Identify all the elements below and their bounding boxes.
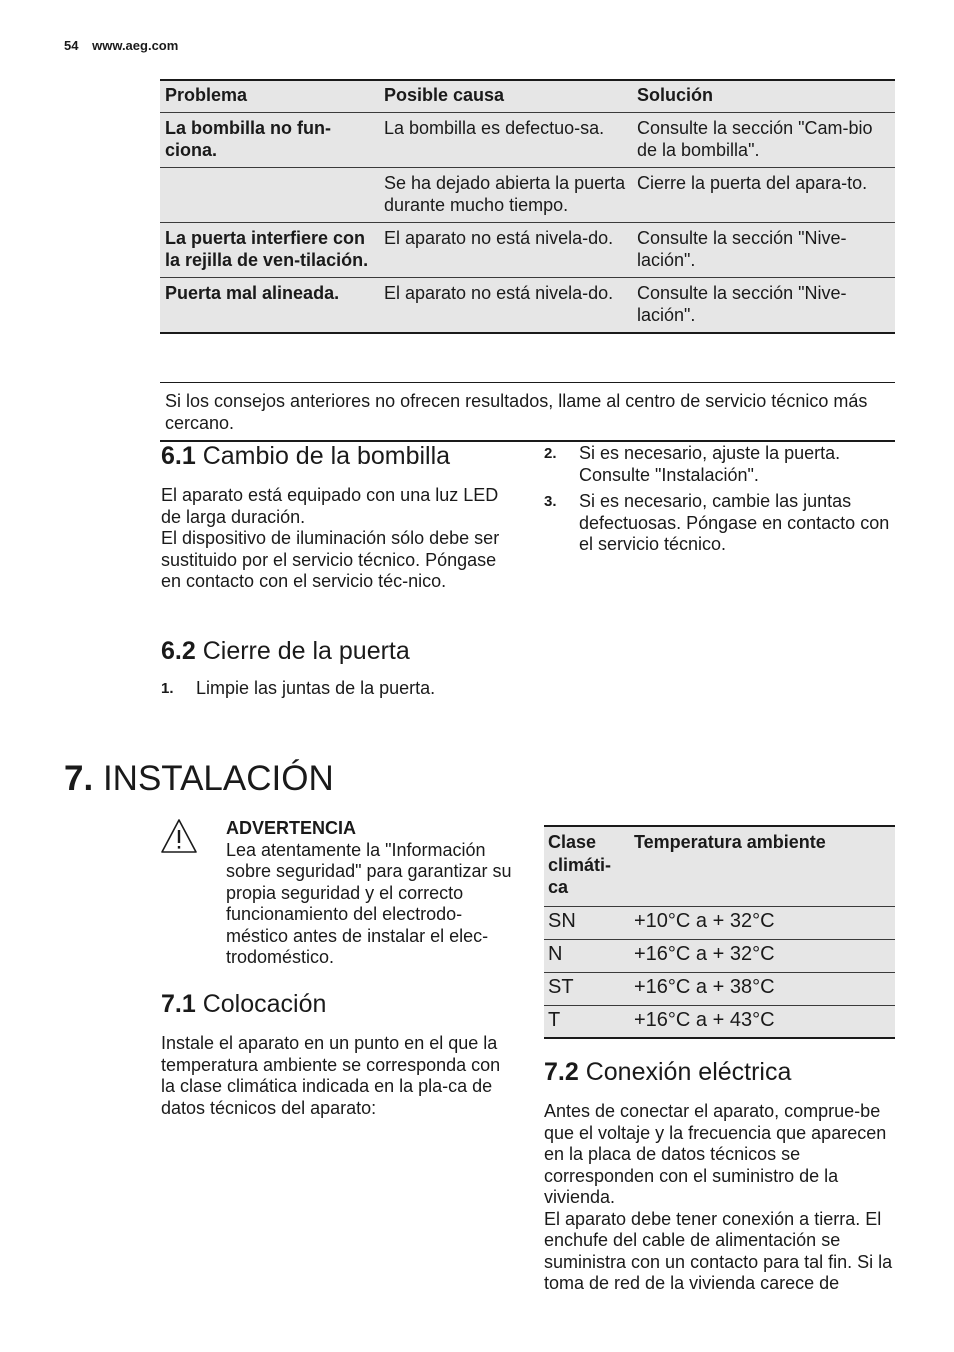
steps-list-continued: [544, 443, 894, 561]
section-6-2: [161, 636, 511, 705]
step-text: Limpie las juntas de la puerta.: [196, 678, 436, 698]
cause-cell: El aparato no está nivela-do.: [379, 278, 632, 334]
steps-list: [161, 678, 511, 700]
column-header: Clase climáti-ca: [544, 826, 630, 906]
cause-cell: El aparato no está nivela-do.: [379, 223, 632, 278]
problem-cell: La puerta interfiere con la rejilla de ven-tilación.: [160, 223, 379, 278]
paragraph: El dispositivo de iluminación sólo debe ser sustituido por el servicio técnico. Póngase en contacto con el servicio téc-nico.: [161, 528, 500, 591]
section-heading: [161, 441, 511, 471]
page-number: 54: [64, 38, 79, 53]
section-number: 6.1: [161, 442, 196, 470]
section-title: Cierre de la puerta: [202, 637, 410, 665]
solution-cell: Consulte la sección "Nive-lación".: [632, 223, 895, 278]
table-row: [544, 906, 895, 939]
step-number: 2.: [544, 445, 557, 462]
section-title: Colocación: [202, 990, 327, 1018]
paragraph: Instale el aparato en un punto en el que la temperatura ambiente se corresponda con la clase climática indicada en la pla-ca de datos técnicos del aparato:: [161, 1033, 501, 1118]
chapter-heading: [64, 757, 334, 801]
troubleshooting-table: [160, 79, 895, 334]
warning-box: [226, 818, 516, 969]
problem-cell: Puerta mal alineada.: [160, 278, 379, 334]
section-number: 6.2: [161, 637, 196, 665]
column-header: Temperatura ambiente: [630, 826, 895, 906]
section-number: 7.2: [544, 1058, 579, 1086]
solution-cell: Cierre la puerta del apara-to.: [632, 168, 895, 223]
table-header-row: [160, 80, 895, 113]
climate-class-table: [544, 825, 895, 1039]
column-header: Solución: [632, 80, 895, 113]
solution-cell: Consulte la sección "Cam-bio de la bombilla".: [632, 113, 895, 168]
table-row: [160, 223, 895, 278]
step-number: 3.: [544, 493, 557, 510]
step-number: 1.: [161, 680, 174, 697]
list-item: [544, 491, 894, 556]
climate-class-cell: SN: [544, 906, 630, 939]
list-item: [544, 443, 894, 486]
cause-cell: La bombilla es defectuo-sa.: [379, 113, 632, 168]
temperature-cell: +16°C a + 38°C: [630, 972, 895, 1005]
section-heading: [161, 989, 516, 1019]
climate-class-cell: N: [544, 939, 630, 972]
warning-icon: [160, 818, 198, 854]
paragraph: El aparato está equipado con una luz LED de larga duración.: [161, 485, 499, 527]
column-header: Problema: [160, 80, 379, 113]
table-row: [160, 113, 895, 168]
climate-class-cell: ST: [544, 972, 630, 1005]
section-heading: [161, 636, 511, 666]
chapter-title: INSTALACIÓN: [102, 759, 334, 798]
step-text: Si es necesario, cambie las juntas defectuosas. Póngase en contacto con el servicio técnico.: [579, 491, 890, 554]
chapter-number: 7.: [64, 759, 94, 798]
solution-cell: Consulte la sección "Nive-lación".: [632, 278, 895, 334]
table-row: [160, 278, 895, 334]
section-number: 7.1: [161, 990, 196, 1018]
temperature-cell: +16°C a + 43°C: [630, 1005, 895, 1038]
problem-cell: La bombilla no fun-ciona.: [160, 113, 379, 168]
paragraph: El aparato debe tener conexión a tierra. El enchufe del cable de alimentación se suministra con un contacto para tal fin. Si la toma de red de la vivienda carece de: [544, 1208, 893, 1293]
step-text: Si es necesario, ajuste la puerta. Consulte "Instalación".: [579, 443, 841, 485]
climate-class-cell: T: [544, 1005, 630, 1038]
warning-text: Lea atentamente la "Información sobre seguridad" para garantizar su propia seguridad y el correcto funcionamiento del electrodo-méstico antes de instalar el elec-trodoméstico.: [226, 839, 512, 967]
warning-title: ADVERTENCIA: [226, 818, 357, 838]
page-header: [64, 38, 178, 53]
table-row: [160, 168, 895, 223]
site-url: www.aeg.com: [92, 38, 179, 53]
section-heading: [544, 1057, 896, 1087]
table-row: [544, 972, 895, 1005]
list-item: [161, 678, 511, 700]
table-footnote: Si los consejos anteriores no ofrecen resultados, llame al centro de servicio técnico más cercano.: [160, 382, 895, 442]
section-title: Cambio de la bombilla: [202, 442, 451, 470]
problem-cell: [160, 168, 379, 223]
column-header: Posible causa: [379, 80, 632, 113]
cause-cell: Se ha dejado abierta la puerta durante mucho tiempo.: [379, 168, 632, 223]
paragraph: Antes de conectar el aparato, comprue-be que el voltaje y la frecuencia que aparecen en la placa de datos técnicos se corresponden con el suministro de la vivienda.: [544, 1101, 887, 1207]
section-7-1: [161, 989, 516, 1119]
table-row: [544, 1005, 895, 1038]
temperature-cell: +16°C a + 32°C: [630, 939, 895, 972]
section-7-2: [544, 1057, 896, 1295]
section-6-1: [161, 441, 511, 593]
table-row: [544, 939, 895, 972]
table-header-row: [544, 826, 895, 906]
section-title: Conexión eléctrica: [585, 1058, 792, 1086]
temperature-cell: +10°C a + 32°C: [630, 906, 895, 939]
